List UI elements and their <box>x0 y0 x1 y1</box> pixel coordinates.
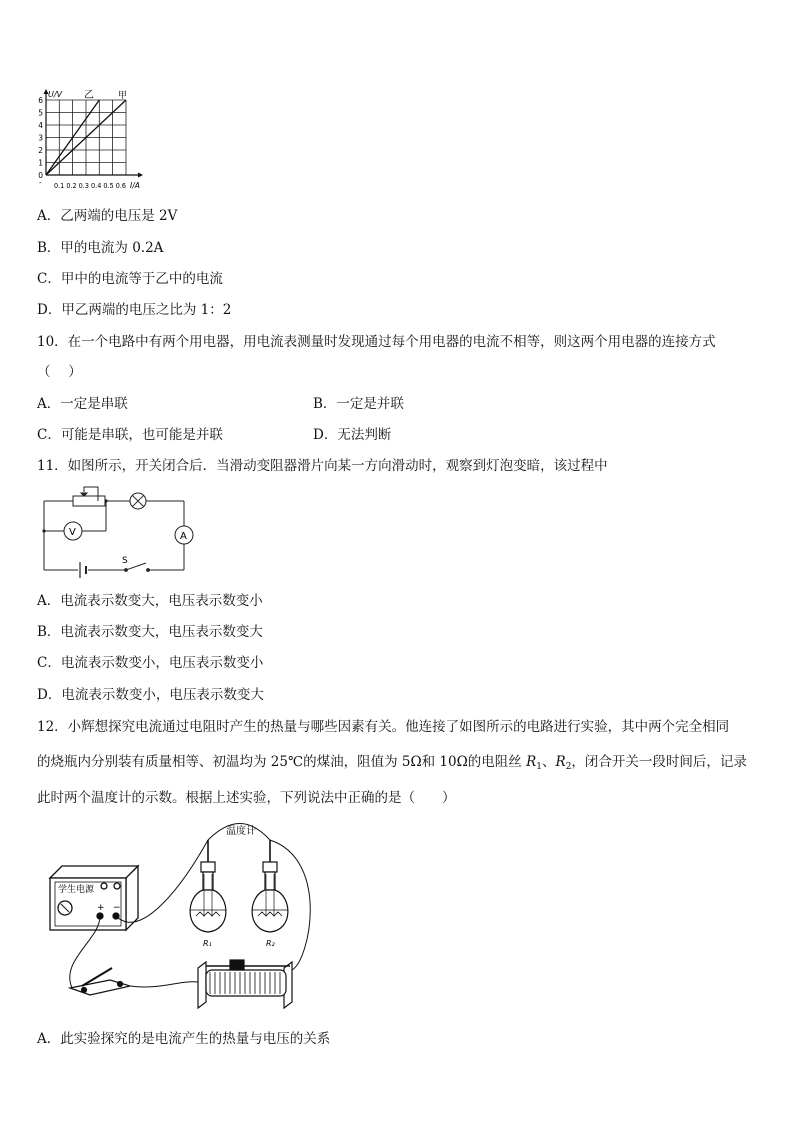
series-label-yi: 乙 <box>84 90 94 101</box>
q9-option-d: D．甲乙两端的电压之比为 1：2 <box>37 302 232 318</box>
y-tick: 4 <box>38 121 43 130</box>
q11-option-a: A．电流表示数变大，电压表示数变小 <box>37 593 263 609</box>
flask-r1 <box>190 840 226 932</box>
r1-symbol: R <box>526 754 537 770</box>
q11-stem: 11．如图所示，开关闭合后．当滑动变阻器滑片向某一方向滑动时，观察到灯泡变暗，该过程中 <box>37 458 608 474</box>
y-tick: 2 <box>38 146 43 155</box>
ammeter-label: A <box>180 531 187 542</box>
q9-option-c: C．甲中的电流等于乙中的电流 <box>37 271 223 287</box>
q12-experiment-illustration <box>40 820 350 1020</box>
q9-option-b: B．甲的电流为 0.2A <box>37 240 164 256</box>
terminal-minus: − <box>113 903 121 913</box>
y-tick: 0 <box>38 171 43 180</box>
r1-subscript: 1 <box>536 762 543 772</box>
q11-option-c: C．电流表示数变小，电压表示数变小 <box>37 655 264 671</box>
u-i-graph <box>34 88 154 192</box>
terminal-plus: + <box>97 903 105 913</box>
q9-option-a: A．乙两端的电压是 2V <box>37 208 178 224</box>
q12-line-2-a: 的烧瓶内分别装有质量相等、初温均为 25℃的煤油，阻值为 5Ω和 10Ω的电阻丝 <box>37 754 527 770</box>
series-label-jia: 甲 <box>118 91 128 101</box>
q11-option-b: B．电流表示数变大，电压表示数变大 <box>37 624 263 640</box>
y-tick: 6 <box>38 96 43 105</box>
switch-label: S <box>122 556 128 566</box>
x-ticks: 0.1 0.2 0.3 0.4 0.5 0.6 <box>54 182 127 190</box>
separator: 、 <box>542 754 556 770</box>
q12-option-a: A．此实验探究的是电流产生的热量与电压的关系 <box>37 1031 331 1047</box>
q10-option-b: B．一定是并联 <box>313 396 404 412</box>
power-supply-label: 学生电源 <box>58 885 95 895</box>
y-tick: 3 <box>38 133 43 143</box>
q11-option-d: D．电流表示数变小，电压表示数变大 <box>37 687 264 703</box>
q10-option-d: D．无法判断 <box>313 427 392 443</box>
y-axis-label: U/V <box>48 90 63 99</box>
q10-stem: 10．在一个电路中有两个用电器，用电流表测量时发现通过每个用电器的电流不相等，则这两个用电器的连接方式 <box>37 334 716 350</box>
q12-line-3: 此时两个温度计的示数。根据上述实验，下列说法中正确的是（ ） <box>37 790 456 806</box>
q10-bracket: （ ） <box>37 364 82 380</box>
q10-option-a: A．一定是串联 <box>37 396 128 412</box>
y-tick: 1 <box>38 158 43 168</box>
r2-subscript: 2 <box>565 762 572 772</box>
voltmeter-label: V <box>69 527 76 538</box>
q12-line-2 <box>37 754 747 775</box>
x-axis-label: I/A <box>130 181 140 190</box>
flask-label-r1: R₁ <box>203 939 212 948</box>
flask-r2 <box>252 840 288 932</box>
knife-switch <box>70 968 130 995</box>
r2-symbol: R <box>555 754 566 770</box>
power-supply <box>50 866 138 930</box>
origin-mark: - <box>39 179 42 187</box>
q11-circuit-diagram <box>36 486 206 584</box>
flask-label-r2: R₂ <box>266 939 275 948</box>
sliding-rheostat <box>198 960 292 1008</box>
y-tick: 5 <box>38 108 43 118</box>
q12-line-1: 12．小辉想探究电流通过电阻时产生的热量与哪些因素有关。他连接了如图所示的电路进行实验，其中两个完全相同 <box>37 719 730 735</box>
thermometer-label: 温度计 <box>226 826 256 837</box>
q10-option-c: C．可能是串联，也可能是并联 <box>37 427 223 443</box>
q12-line-2-b: ，闭合开关一段时间后，记录 <box>571 754 747 770</box>
